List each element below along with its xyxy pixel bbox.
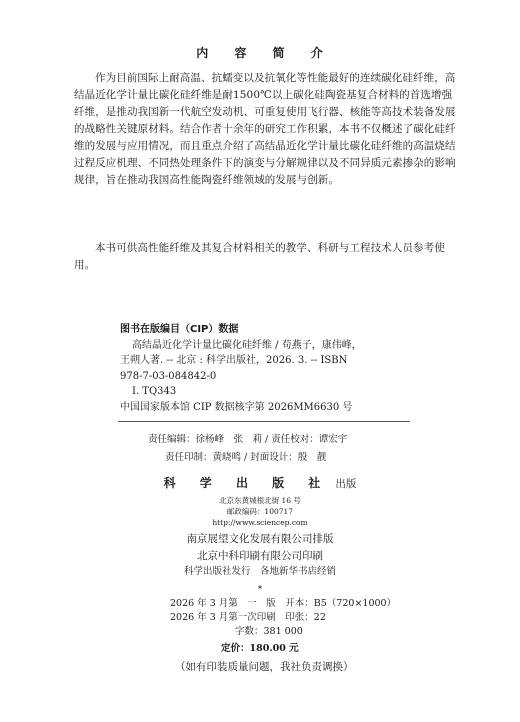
section-title: 内 容 简 介 bbox=[196, 46, 334, 60]
printer: 北京中科印刷有限公司印刷 bbox=[197, 550, 323, 562]
cip-line: 王朔人著. -- 北京 : 科学出版社，2026. 3. -- ISBN bbox=[120, 355, 348, 366]
publisher-website[interactable]: http://www.sciencep.com bbox=[212, 518, 308, 527]
intro-paragraph: 作为目前国际上耐高温、抗蠕变以及抗氧化等性能最好的连续碳化硅纤维，高结晶近化学计量比碳化硅纤维是耐1500℃以上碳化硅陶瓷基复合材料的首选增强纤维，是推动我国新一代航空发动机、可重复使用飞行器、核能等高技术装备发展的战略性关键原材料。结合作者十余年的研究工作积累，本书不仅概述了碳化硅纤维的发展与应用情况，而且重点介绍了高结晶近化学计量比碳化硅纤维的高温烧结过程反应机理、不同热处理条件下的演变与分解规律以及不同异质元素掺杂的影响规律，旨在推动我国高性能陶瓷纤维领域的发展与创新。 bbox=[74, 72, 456, 186]
edition-info: 2026 年 3 月第 一 版 开本：B5（720×1000） bbox=[170, 598, 397, 609]
credits-line: 责任编辑：徐杨峰 张 莉 / 责任校对：谭宏宇 bbox=[148, 434, 348, 445]
distribution: 科学出版社发行 各地新华书店经销 bbox=[183, 566, 336, 577]
publisher-address: 北京东黄城根北街 16 号 bbox=[219, 496, 301, 505]
word-count: 字数：381 000 bbox=[235, 626, 303, 637]
publisher-postcode: 邮政编码：100717 bbox=[226, 507, 294, 516]
cip-divider bbox=[118, 421, 410, 422]
publisher-suffix: 出版 bbox=[335, 478, 357, 490]
separator-star: * bbox=[257, 585, 263, 595]
typesetter: 南京展望文化发展有限公司排版 bbox=[186, 533, 334, 545]
price: 定价：180.00 元 bbox=[221, 643, 299, 654]
printing-info: 2026 年 3 月第一次印刷 印张：22 bbox=[170, 612, 326, 623]
credits-line: 责任印制：黄晓鸣 / 封面设计：殷 靓 bbox=[165, 452, 327, 463]
cip-block bbox=[120, 322, 410, 415]
cip-line: 978-7-03-084842-0 bbox=[120, 370, 217, 382]
cip-heading: 图书在版编目（CIP）数据 bbox=[120, 324, 239, 335]
cip-line: 高结晶近化学计量比碳化硅纤维 / 苟燕子，康伟峰， bbox=[132, 339, 362, 351]
publisher-block bbox=[0, 472, 520, 595]
cip-line: 中国国家版本馆 CIP 数据核字第 2026MM6630 号 bbox=[120, 401, 353, 413]
cip-line: Ⅰ. TQ343 bbox=[132, 386, 177, 397]
quality-notice: （如有印装质量问题，我社负责调换） bbox=[175, 661, 354, 673]
audience-paragraph: 本书可供高性能纤维及其复合材料相关的教学、科研与工程技术人员参考使用。 bbox=[74, 242, 445, 271]
publisher-logo: 科 学 出 版 社 bbox=[163, 476, 331, 490]
